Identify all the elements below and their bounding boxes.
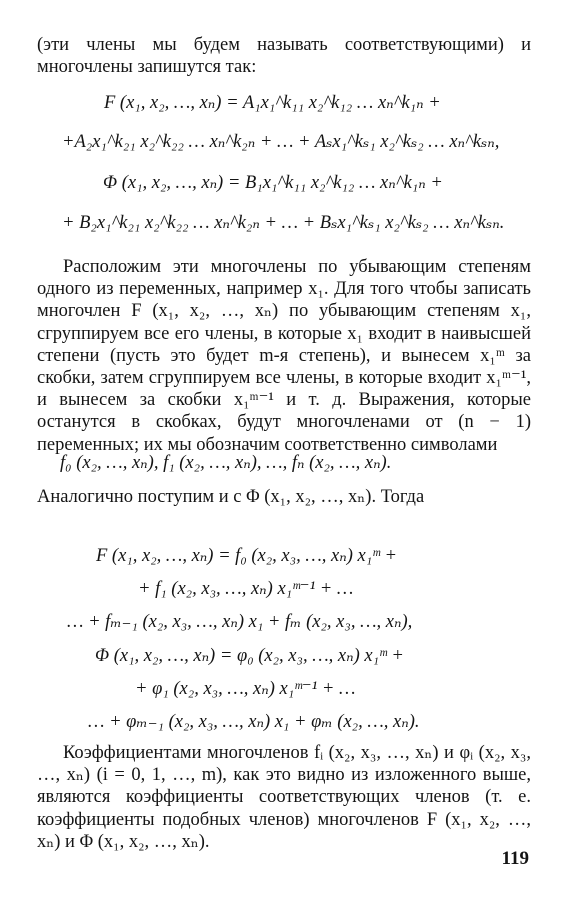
equation-Phi-line-2: + B₂x₁^k₂₁ x₂^k₂₂ … xₙ^k₂ₙ + … + Bₛx₁^kₛ₁ x₂^kₛ₂ … xₙ^kₛₙ. xyxy=(62,213,505,233)
paragraph-intro: (эти члены мы будем называть соответствующими) и многочлены запишутся так: xyxy=(37,35,531,78)
equation-F-expanded-line-3: … + fₘ₋₁ (x₂, x₃, …, xₙ) x₁ + fₘ (x₂, x₃, …, xₙ), xyxy=(67,612,413,632)
equation-F-line-2: +A₂x₁^k₂₁ x₂^k₂₂ … xₙ^k₂ₙ + … + Aₛx₁^kₛ₁ x₂^kₛ₂ … xₙ^kₛₙ, xyxy=(62,132,500,152)
equation-Phi-line-1: Φ (x₁, x₂, …, xₙ) = B₁x₁^k₁₁ x₂^k₁₂ … xₙ^k₁ₙ + xyxy=(103,173,443,193)
page-number: 119 xyxy=(501,848,529,869)
paragraph-arrangement: Расположим эти многочлены по убывающим степеням одного из переменных, например x₁. Для того чтобы записать многочлен F (x₁, x₂, …, xₙ) по убывающим степеням x₁, сгруппируем все его члены, в которые x₁ входит в наивысшей степени (пусть это будет m-я степень), и вынесем x₁ᵐ за скобки, затем сгруппируем все члены, в которые входит x₁ᵐ⁻¹, и вынесем за скобки x₁ᵐ⁻¹ и т. д. Выражения, которые останутся в скобках, будут многочленами от (n − 1) переменных; их мы обозначим соответственно символами xyxy=(37,257,531,455)
equation-Phi-expanded-line-2: + φ₁ (x₂, x₃, …, xₙ) x₁ᵐ⁻¹ + … xyxy=(135,679,356,699)
paragraph-analogous: Аналогично поступим и с Φ (x₁, x₂, …, xₙ). Тогда xyxy=(37,487,425,507)
equation-F-expanded-line-1: F (x₁, x₂, …, xₙ) = f₀ (x₂, x₃, …, xₙ) x₁ᵐ + xyxy=(96,546,397,566)
equation-Phi-expanded-line-1: Φ (x₁, x₂, …, xₙ) = φ₀ (x₂, x₃, …, xₙ) x₁ᵐ + xyxy=(95,646,404,666)
paragraph-coefficients: Коэффициентами многочленов fᵢ (x₂, x₃, …, xₙ) и φᵢ (x₂, x₃, …, xₙ) (i = 0, 1, …, m), как это видно из изложенного выше, являются коэффициенты соответствующих членов (т. е. коэффициенты подобных членов) многочленов F (x₁, x₂, …, xₙ) и Φ (x₁, x₂, …, xₙ). xyxy=(37,743,531,852)
equation-F-line-1: F (x₁, x₂, …, xₙ) = A₁x₁^k₁₁ x₂^k₁₂ … xₙ^k₁ₙ + xyxy=(104,93,441,113)
symbols-line: f₀ (x₂, …, xₙ), f₁ (x₂, …, xₙ), …, fₙ (x₂, …, xₙ). xyxy=(60,453,392,473)
equation-Phi-expanded-line-3: … + φₘ₋₁ (x₂, x₃, …, xₙ) x₁ + φₘ (x₂, …, xₙ). xyxy=(88,712,420,732)
equation-F-expanded-line-2: + f₁ (x₂, x₃, …, xₙ) x₁ᵐ⁻¹ + … xyxy=(138,579,354,599)
